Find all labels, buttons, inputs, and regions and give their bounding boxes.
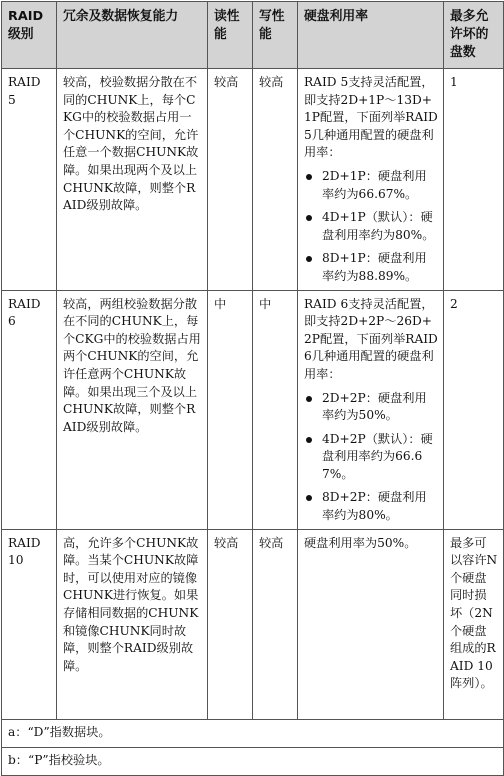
raid-comparison-table xyxy=(1,1,504,776)
bullet-icon xyxy=(306,215,312,221)
bullet-icon xyxy=(306,174,312,180)
utilization-item-text: 2D+1P：硬盘利用率约为66.67%。 xyxy=(322,168,427,201)
write-performance-cell: 中 xyxy=(253,290,298,529)
write-performance-cell: 较高 xyxy=(253,529,298,719)
list-item xyxy=(304,250,438,285)
disk-utilization-cell xyxy=(298,290,444,529)
table-row-raid6 xyxy=(2,290,504,529)
list-item xyxy=(304,168,438,203)
max-failed-cell: 最多可以容许N个硬盘同时损坏（2N个硬盘组成的RAID 10阵列）。 xyxy=(444,529,504,719)
redundancy-cell: 较高，校验数据分散在不同的CHUNK上，每个CKG中的校验数据占用一个CHUNK的空间，允许任意一个数据CHUNK故障。如果出现两个及以上CHUNK故障，则整个RAID级别故障。 xyxy=(57,69,208,291)
list-item xyxy=(304,489,438,524)
utilization-item-text: 8D+2P：硬盘利用率约为80%。 xyxy=(322,490,427,523)
utilization-intro: RAID 5支持灵活配置，即支持2D+1P～13D+1P配置，下面列举RAID 5几种通用配置的硬盘利用率： xyxy=(304,75,438,160)
header-max-failed-disks: 最多允许坏的盘数 xyxy=(444,2,504,69)
utilization-item-text: 2D+2P：硬盘利用率约为50%。 xyxy=(322,390,427,423)
bullet-icon xyxy=(306,256,312,262)
table-row-raid5 xyxy=(2,69,504,291)
max-failed-cell: 2 xyxy=(444,290,504,529)
header-redundancy: 冗余及数据恢复能力 xyxy=(57,2,208,69)
disk-utilization-cell: 硬盘利用率为50%。 xyxy=(298,529,444,719)
header-row xyxy=(2,2,504,69)
redundancy-cell: 较高，两组校验数据分散在不同的CHUNK上，每个CKG中的校验数据占用两个CHUNK的空间，允许任意两个CHUNK故障。如果出现三个及以上CHUNK故障，则整个RAID级别故障。 xyxy=(57,290,208,529)
list-item xyxy=(304,390,438,425)
bullet-icon xyxy=(306,495,312,501)
max-failed-cell: 1 xyxy=(444,69,504,291)
footnote-parity-block: b：“P”指校验块。 xyxy=(2,747,504,775)
utilization-intro: RAID 6支持灵活配置，即支持2D+2P～26D+2P配置，下面列举RAID 6几种通用配置的硬盘利用率： xyxy=(304,296,438,381)
raid-level-cell: RAID 5 xyxy=(2,69,57,291)
footnote-data-block: a：“D”指数据块。 xyxy=(2,719,504,747)
bullet-icon xyxy=(306,396,312,402)
read-performance-cell: 较高 xyxy=(208,529,253,719)
write-performance-cell: 较高 xyxy=(253,69,298,291)
utilization-list xyxy=(304,168,438,286)
redundancy-cell: 高，允许多个CHUNK故障。当某个CHUNK故障时，可以使用对应的镜像CHUNK进行恢复。如果存储相同数据的CHUNK和镜像CHUNK同时故障，则整个RAID级别故障。 xyxy=(57,529,208,719)
list-item xyxy=(304,431,438,484)
raid-level-cell: RAID 10 xyxy=(2,529,57,719)
utilization-item-text: 4D+1P（默认）：硬盘利用率约为80%。 xyxy=(322,210,435,242)
table-row-raid10 xyxy=(2,529,504,719)
read-performance-cell: 较高 xyxy=(208,69,253,291)
read-performance-cell: 中 xyxy=(208,290,253,529)
bullet-icon xyxy=(306,437,312,443)
utilization-item-text: 8D+1P：硬盘利用率约为88.89%。 xyxy=(322,251,427,283)
list-item xyxy=(304,209,438,244)
header-read-performance: 读性能 xyxy=(208,2,253,69)
utilization-list xyxy=(304,390,438,525)
table-note-row xyxy=(2,719,504,747)
raid-level-cell: RAID 6 xyxy=(2,290,57,529)
disk-utilization-cell xyxy=(298,69,444,291)
table-note-row xyxy=(2,747,504,775)
header-write-performance: 写性能 xyxy=(253,2,298,69)
header-raid-level: RAID级别 xyxy=(2,2,57,69)
header-disk-utilization: 硬盘利用率 xyxy=(298,2,444,69)
utilization-item-text: 4D+2P（默认）：硬盘利用率约为66.67%。 xyxy=(322,431,433,481)
